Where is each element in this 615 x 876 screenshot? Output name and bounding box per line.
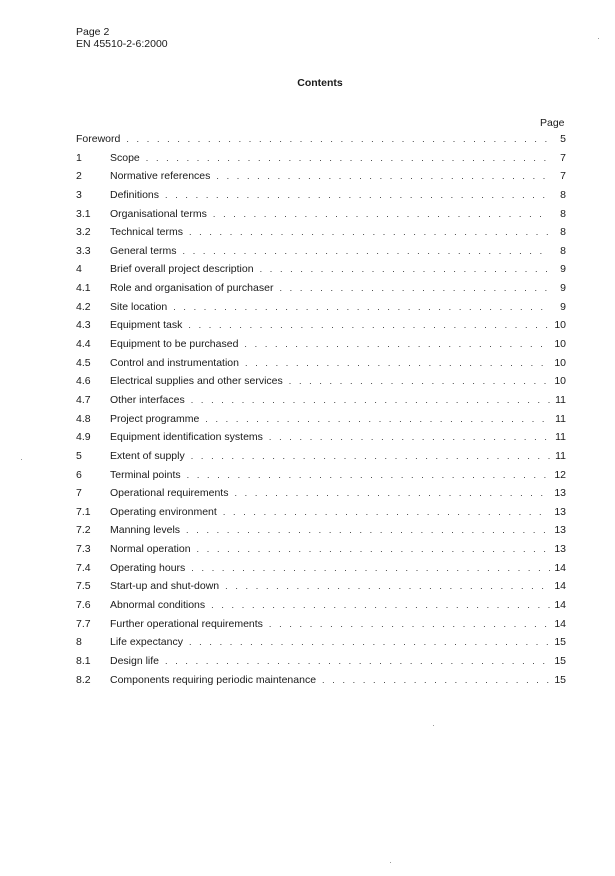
toc-entry-title: Life expectancy	[110, 636, 183, 649]
toc-entry-number: 3.1	[76, 207, 91, 220]
toc-entry-title: Operating hours	[110, 561, 186, 574]
page-title: Contents	[297, 77, 343, 89]
toc-entry[interactable]	[76, 447, 566, 466]
toc-entry-title: Abnormal conditions	[110, 599, 206, 612]
toc-entry-title: Other interfaces	[110, 393, 185, 406]
toc-entry-page: 14	[554, 561, 566, 574]
toc-entry[interactable]	[76, 354, 566, 373]
toc-entry-page: 7	[560, 170, 566, 183]
toc-entry-number: 6	[76, 468, 82, 481]
toc-entry-title: Foreword	[76, 133, 121, 145]
toc-entry-page: 14	[554, 599, 566, 612]
toc-entry-number: 5	[76, 449, 82, 462]
toc-entry-title: General terms	[110, 244, 177, 257]
toc-entry-title: Scope	[110, 151, 140, 164]
toc-entry-title: Organisational terms	[110, 207, 207, 220]
toc-entry-number: 3.3	[76, 244, 91, 257]
dot-leader	[216, 167, 550, 186]
toc-entry-page: 9	[560, 300, 566, 313]
toc-entry-page: 12	[554, 468, 566, 481]
dot-leader	[211, 596, 550, 615]
dot-leader	[269, 428, 550, 447]
toc-entry[interactable]	[76, 149, 566, 168]
toc-entry-number: 4.6	[76, 375, 91, 388]
toc-entry-title: Definitions	[110, 188, 160, 201]
toc-entry[interactable]	[76, 521, 566, 540]
toc-entry-title: Equipment identification systems	[110, 431, 263, 444]
dot-leader	[245, 354, 550, 373]
dot-leader	[322, 671, 550, 690]
page-column-label: Page	[540, 117, 565, 129]
toc-entry-number: 7.7	[76, 617, 91, 630]
toc-entry-number: 4	[76, 263, 82, 276]
toc-entry-page: 15	[554, 673, 566, 686]
toc-entry-page: 10	[554, 375, 566, 388]
toc-entry[interactable]	[76, 484, 566, 503]
toc-entry-title: Design life	[110, 654, 160, 667]
toc-entry[interactable]	[76, 335, 566, 354]
dot-leader	[187, 466, 550, 485]
dot-leader	[279, 279, 550, 298]
toc-entry-title: Electrical supplies and other services	[110, 375, 283, 388]
scan-speck	[390, 862, 391, 863]
dot-leader	[146, 149, 550, 168]
toc-entry-page: 8	[560, 188, 566, 201]
toc-entry-title: Equipment to be purchased	[110, 338, 239, 351]
toc-entry-page: 15	[554, 636, 566, 649]
toc-entry[interactable]	[76, 577, 566, 596]
dot-leader	[191, 559, 550, 578]
toc-entry-title: Project programme	[110, 412, 200, 425]
toc-entry-page: 8	[560, 244, 566, 257]
toc-entry-title: Normal operation	[110, 543, 191, 556]
toc-entry[interactable]	[76, 540, 566, 559]
page-number-label: Page 2	[76, 26, 110, 38]
toc-entry-page: 14	[554, 617, 566, 630]
dot-leader	[260, 260, 550, 279]
dot-leader	[289, 372, 550, 391]
scan-speck	[433, 725, 434, 726]
toc-entry[interactable]	[76, 279, 566, 298]
dot-leader	[165, 186, 550, 205]
dot-leader	[197, 540, 550, 559]
toc-entry-page: 13	[554, 543, 566, 556]
toc-entry-page: 11	[555, 449, 566, 462]
toc-entry-title: Equipment task	[110, 319, 183, 332]
toc-entry[interactable]	[76, 205, 566, 224]
dot-leader	[225, 577, 550, 596]
toc-entry-title: Further operational requirements	[110, 617, 263, 630]
toc-entry-page: 5	[560, 133, 566, 145]
toc-entry[interactable]	[76, 466, 566, 485]
toc-entry[interactable]	[76, 410, 566, 429]
toc-entry[interactable]	[76, 298, 566, 317]
toc-entry-page: 9	[560, 282, 566, 295]
toc-entry-number: 2	[76, 170, 82, 183]
toc-entry-number: 8	[76, 636, 82, 649]
toc-entry-number: 3	[76, 188, 82, 201]
toc-entry-page: 11	[555, 412, 566, 425]
toc-entry-number: 7.1	[76, 505, 91, 518]
toc-entry-title: Brief overall project description	[110, 263, 254, 276]
toc-entry-number: 3.2	[76, 226, 91, 239]
toc-entry[interactable]	[76, 167, 566, 186]
toc-entry-number: 7.4	[76, 561, 91, 574]
dot-leader	[191, 391, 550, 410]
toc-entry-page: 13	[554, 505, 566, 518]
toc-entry-title: Operating environment	[110, 505, 217, 518]
toc-entry-title: Site location	[110, 300, 168, 313]
toc-entry-page: 15	[554, 654, 566, 667]
toc-entry[interactable]	[76, 559, 566, 578]
toc-entry-number: 1	[76, 151, 82, 164]
toc-entry-number: 4.3	[76, 319, 91, 332]
toc-entry[interactable]	[76, 596, 566, 615]
toc-entry-title: Manning levels	[110, 524, 181, 537]
toc-entry[interactable]	[76, 316, 566, 335]
toc-entry-number: 4.5	[76, 356, 91, 369]
dot-leader	[223, 503, 550, 522]
toc-entry-title: Operational requirements	[110, 487, 229, 500]
toc-entry-page: 13	[554, 524, 566, 537]
toc-entry-number: 4.4	[76, 338, 91, 351]
toc-entry[interactable]	[76, 223, 566, 242]
toc-entry-page: 8	[560, 226, 566, 239]
toc-entry-number: 4.2	[76, 300, 91, 313]
toc-entry-page: 9	[560, 263, 566, 276]
toc-entry-number: 7.2	[76, 524, 91, 537]
toc-entry-number: 7.3	[76, 543, 91, 556]
toc-entry[interactable]	[76, 652, 566, 671]
toc-entry-title: Normative references	[110, 170, 211, 183]
toc-entry-page: 13	[554, 487, 566, 500]
toc-entry[interactable]	[76, 503, 566, 522]
toc-entry[interactable]	[76, 671, 566, 690]
toc-entry-foreword[interactable]	[76, 130, 566, 149]
toc-entry-title: Role and organisation of purchaser	[110, 282, 274, 295]
dot-leader	[213, 205, 550, 224]
toc-entry[interactable]	[76, 242, 566, 261]
toc-entry-page: 10	[554, 356, 566, 369]
toc-entry[interactable]	[76, 372, 566, 391]
toc-entry-page: 11	[555, 431, 566, 444]
toc-entry-title: Control and instrumentation	[110, 356, 239, 369]
toc-entry[interactable]	[76, 633, 566, 652]
toc-entry-number: 7.5	[76, 580, 91, 593]
dot-leader	[173, 298, 550, 317]
dot-leader	[205, 410, 550, 429]
toc-entry-title: Terminal points	[110, 468, 181, 481]
toc-entry-title: Components requiring periodic maintenance	[110, 673, 317, 686]
toc-entry-page: 8	[560, 207, 566, 220]
toc-entry-number: 8.1	[76, 654, 91, 667]
toc-entry[interactable]	[76, 615, 566, 634]
dot-leader	[189, 223, 550, 242]
dot-leader	[188, 316, 550, 335]
toc-entry-number: 8.2	[76, 673, 91, 686]
dot-leader	[126, 130, 550, 149]
scan-speck	[21, 459, 22, 460]
page-header	[76, 26, 168, 50]
document-id: EN 45510-2-6:2000	[76, 38, 168, 50]
toc-entry-page: 14	[554, 580, 566, 593]
toc-entry-number: 7	[76, 487, 82, 500]
dot-leader	[165, 652, 550, 671]
toc-entry[interactable]	[76, 260, 566, 279]
toc-entry[interactable]	[76, 391, 566, 410]
table-of-contents	[76, 130, 566, 689]
dot-leader	[244, 335, 550, 354]
dot-leader	[186, 521, 550, 540]
dot-leader	[234, 484, 550, 503]
toc-entry-page: 10	[554, 338, 566, 351]
toc-entry[interactable]	[76, 428, 566, 447]
toc-entry-number: 4.1	[76, 282, 91, 295]
toc-entry-page: 7	[560, 151, 566, 164]
dot-leader	[269, 615, 550, 634]
toc-entry-title: Technical terms	[110, 226, 183, 239]
toc-entry-page: 11	[555, 393, 566, 406]
toc-entry-number: 4.7	[76, 393, 91, 406]
dot-leader	[191, 447, 550, 466]
toc-entry-page: 10	[554, 319, 566, 332]
toc-entry-title: Start-up and shut-down	[110, 580, 220, 593]
toc-entry[interactable]	[76, 186, 566, 205]
scan-speck	[598, 38, 599, 39]
dot-leader	[189, 633, 550, 652]
toc-entry-number: 4.8	[76, 412, 91, 425]
toc-entry-number: 7.6	[76, 599, 91, 612]
toc-entry-number: 4.9	[76, 431, 91, 444]
toc-entry-title: Extent of supply	[110, 449, 185, 462]
dot-leader	[183, 242, 550, 261]
